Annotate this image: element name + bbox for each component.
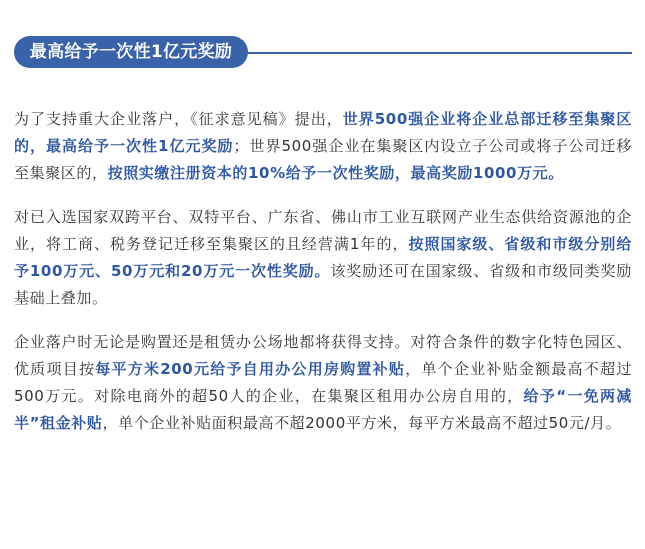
header-divider: [244, 52, 632, 54]
highlight-segment: 世界500强企业将企业总部迁移至集聚区的，最高给予一次性1亿元奖励: [14, 110, 632, 155]
text-segment: 该奖励还可在国家级、省级和市级同类奖励基础上叠加。: [14, 262, 633, 307]
paragraph-2: [14, 204, 632, 312]
text-segment: 为了支持重大企业落户，《征求意见稿》提出，: [14, 110, 343, 128]
article-body: [14, 106, 632, 454]
text-segment: 对已入选国家双跨平台、双特平台、广东省、佛山市工业互联网产业生态供给资源池的企业，将工商、税务登记迁移至集聚区的且经营满1年的，: [14, 208, 632, 253]
text-segment: ，单个企业补贴面积最高不超2000平方米，每平方米最高不超过50元/月。: [102, 414, 622, 432]
highlight-segment: 按照实缴注册资本的10%给予一次性奖励，最高奖励1000万元。: [107, 164, 564, 182]
text-segment: ，单个企业补贴金额最高不超过500万元。对除电商外的超50人的企业，在集聚区租用办公房自用的，: [14, 360, 632, 405]
paragraph-3: [14, 329, 632, 437]
paragraph-1: [14, 106, 632, 187]
section-title: 最高给予一次性1亿元奖励: [14, 36, 248, 68]
highlight-segment: 每平方米200元给予自用办公用房购置补贴: [95, 360, 406, 378]
highlight-segment: 给予“一免两减半”租金补贴: [14, 387, 632, 432]
section-header: [14, 36, 632, 68]
highlight-segment: 按照国家级、省级和市级分别给予100万元、50万元和20万元一次性奖励。: [14, 235, 633, 280]
text-segment: 企业落户时无论是购置还是租赁办公场地都将获得支持。对符合条件的数字化特色园区、优质项目按: [14, 333, 632, 378]
text-segment: ；世界500强企业在集聚区内设立子公司或将子公司迁移至集聚区的，: [14, 137, 632, 182]
